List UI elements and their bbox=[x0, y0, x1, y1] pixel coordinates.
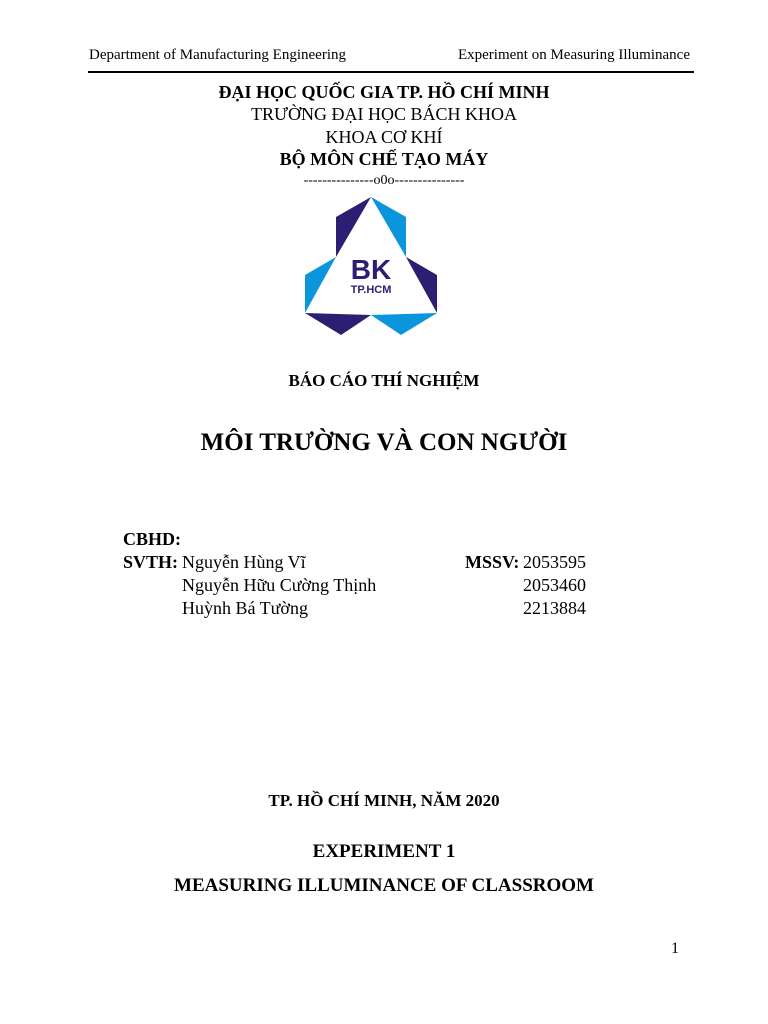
student-id: 2213884 bbox=[523, 598, 586, 618]
student-id: 2053595 bbox=[523, 552, 586, 572]
running-header-right: Experiment on Measuring Illuminance bbox=[457, 47, 690, 63]
faculty-name: KHOA CƠ KHÍ bbox=[325, 127, 443, 147]
department-name: BỘ MÔN CHẾ TẠO MÁY bbox=[279, 149, 489, 169]
page-number: 1 bbox=[671, 940, 679, 957]
cbhd-label: CBHD: bbox=[123, 529, 181, 549]
report-type: BÁO CÁO THÍ NGHIỆM bbox=[288, 371, 480, 390]
experiment-label: EXPERIMENT 1 bbox=[312, 841, 456, 862]
report-title: MÔI TRƯỜNG VÀ CON NGƯỜI bbox=[200, 429, 568, 456]
title-divider: ---------------o0o--------------- bbox=[303, 173, 465, 188]
svth-label: SVTH: bbox=[123, 552, 179, 572]
logo-text-main: BK bbox=[350, 254, 392, 285]
student-name: Huỳnh Bá Tường bbox=[182, 598, 308, 618]
experiment-title: MEASURING ILLUMINANCE OF CLASSROOM bbox=[174, 875, 594, 896]
student-name: Nguyễn Hữu Cường Thịnh bbox=[182, 575, 377, 595]
logo-text-sub: TP.HCM bbox=[350, 284, 392, 296]
university-name: ĐẠI HỌC QUỐC GIA TP. HỒ CHÍ MINH bbox=[218, 82, 550, 102]
running-header-left: Department of Manufacturing Engineering bbox=[89, 47, 346, 63]
mssv-label: MSSV: bbox=[465, 552, 520, 572]
place-date: TP. HỒ CHÍ MINH, NĂM 2020 bbox=[268, 791, 500, 810]
student-id: 2053460 bbox=[523, 575, 586, 595]
university-logo bbox=[301, 195, 441, 337]
school-name: TRƯỜNG ĐẠI HỌC BÁCH KHOA bbox=[251, 104, 517, 124]
header-rule bbox=[88, 71, 694, 73]
student-name: Nguyễn Hùng Vĩ bbox=[182, 552, 306, 572]
